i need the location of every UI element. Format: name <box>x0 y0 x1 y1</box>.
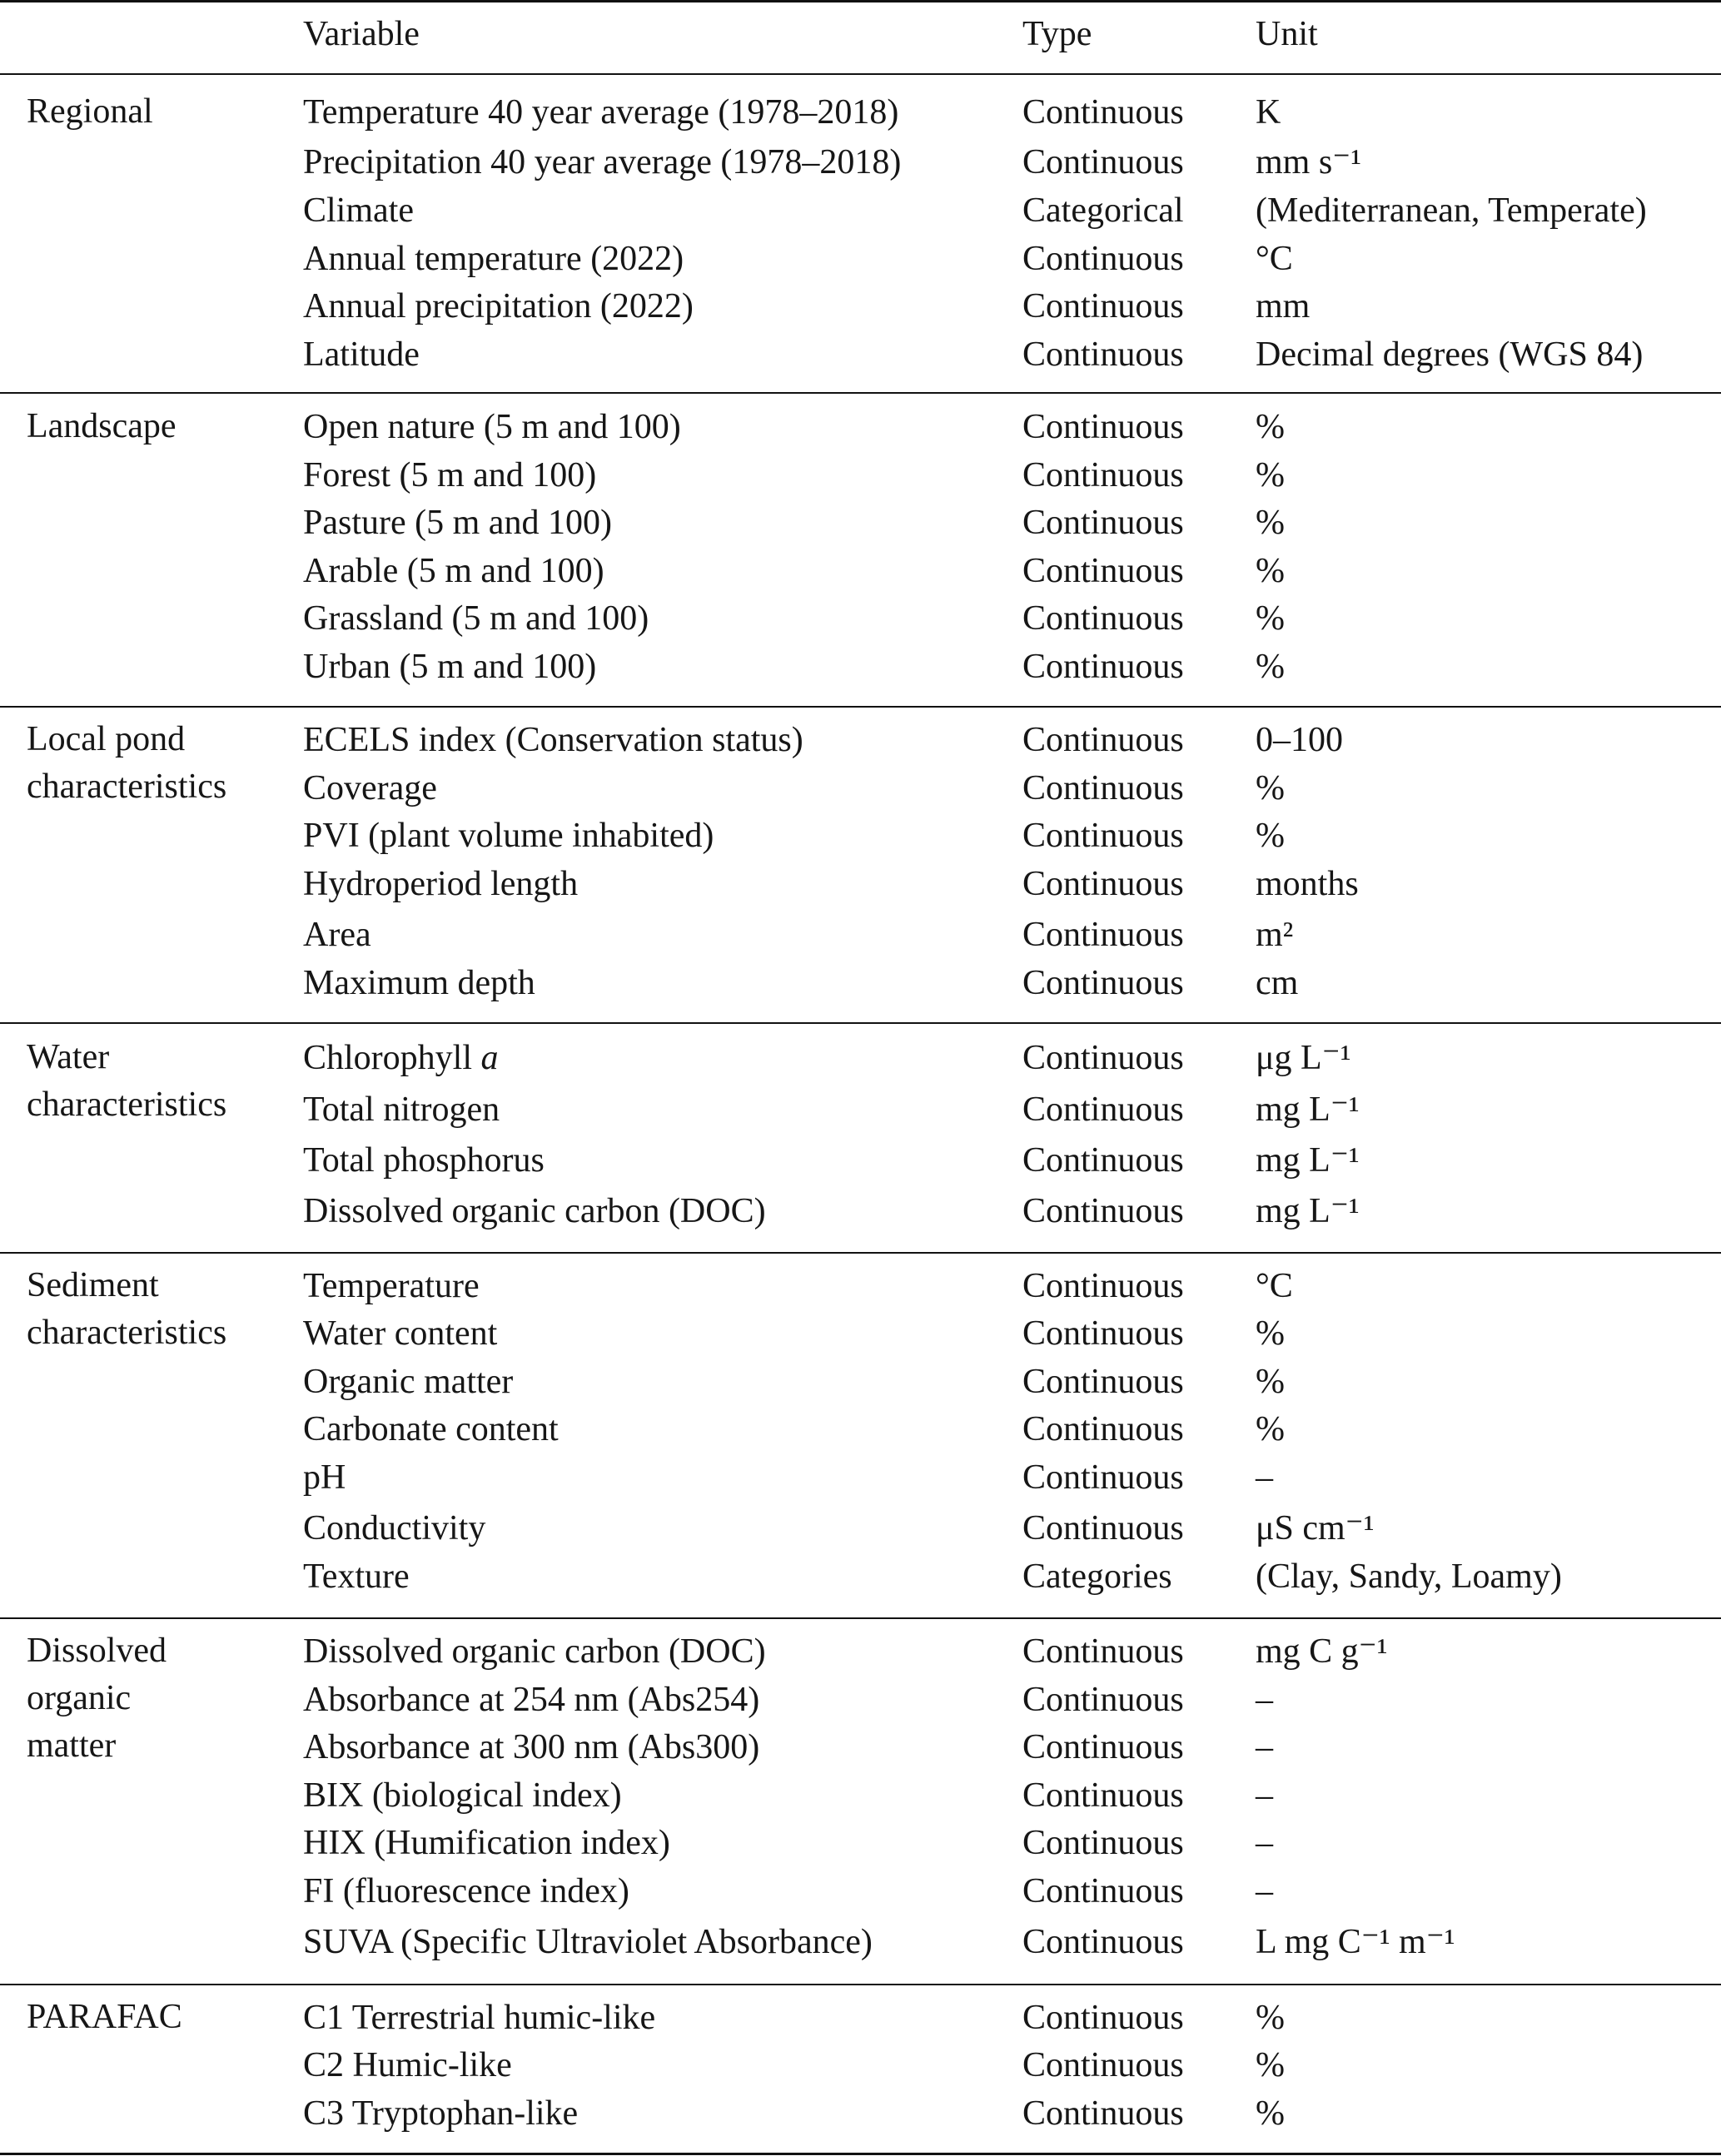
type-cell: Continuous <box>1022 335 1184 374</box>
unit-cell: mg L⁻¹ <box>1256 1141 1360 1180</box>
group-label: Landscape <box>27 407 177 445</box>
group-label: Sediment characteristics <box>27 1266 227 1352</box>
type-cell: Continuous <box>1022 1410 1184 1448</box>
header-variable: Variable <box>303 15 420 53</box>
unit-cell: mm <box>1256 287 1311 325</box>
unit-cell: – <box>1256 1681 1273 1719</box>
variable-cell: Chlorophyll a <box>303 1039 499 1077</box>
group-label: Local pond characteristics <box>27 720 227 806</box>
variable-cell: Water content <box>303 1314 498 1353</box>
unit-cell: % <box>1256 1363 1285 1401</box>
variable-cell: Maximum depth <box>303 964 535 1002</box>
unit-cell: months <box>1256 865 1359 903</box>
unit-cell: °C <box>1256 240 1293 278</box>
type-cell: Continuous <box>1022 1363 1184 1401</box>
type-cell: Categories <box>1022 1557 1172 1596</box>
type-cell: Continuous <box>1022 504 1184 542</box>
unit-cell: % <box>1256 1999 1285 2037</box>
variable-cell: Temperature <box>303 1267 480 1305</box>
variable-cell: C2 Humic-like <box>303 2046 512 2084</box>
unit-cell: m² <box>1256 916 1294 954</box>
variable-cell: C3 Tryptophan-like <box>303 2094 579 2133</box>
variable-cell: Dissolved organic carbon (DOC) <box>303 1192 766 1230</box>
variable-cell: Absorbance at 300 nm (Abs300) <box>303 1728 760 1766</box>
unit-cell: (Clay, Sandy, Loamy) <box>1256 1557 1562 1596</box>
variable-cell: Pasture (5 m and 100) <box>303 504 612 542</box>
unit-cell: mg L⁻¹ <box>1256 1192 1360 1230</box>
group-label: PARAFAC <box>27 1998 182 2036</box>
variable-cell: Carbonate content <box>303 1410 559 1448</box>
variable-cell: Total phosphorus <box>303 1141 545 1180</box>
header-rule <box>0 73 1721 75</box>
unit-cell: L mg C⁻¹ m⁻¹ <box>1256 1923 1455 1961</box>
variable-cell: Climate <box>303 191 414 230</box>
type-cell: Continuous <box>1022 143 1184 181</box>
type-cell: Continuous <box>1022 408 1184 446</box>
unit-cell: – <box>1256 1728 1273 1766</box>
unit-cell: mm s⁻¹ <box>1256 143 1361 181</box>
type-cell: Continuous <box>1022 1458 1184 1497</box>
type-cell: Continuous <box>1022 916 1184 954</box>
variable-cell: Forest (5 m and 100) <box>303 456 597 494</box>
unit-cell: mg L⁻¹ <box>1256 1090 1360 1129</box>
unit-cell: % <box>1256 1314 1285 1353</box>
type-cell: Continuous <box>1022 1728 1184 1766</box>
group-rule <box>0 706 1721 708</box>
type-cell: Continuous <box>1022 1267 1184 1305</box>
type-cell: Continuous <box>1022 1509 1184 1547</box>
type-cell: Continuous <box>1022 599 1184 638</box>
unit-cell: K <box>1256 93 1281 132</box>
variable-cell: Conductivity <box>303 1509 486 1547</box>
variable-cell: SUVA (Specific Ultraviolet Absorbance) <box>303 1923 873 1961</box>
type-cell: Categorical <box>1022 191 1184 230</box>
variable-cell: Hydroperiod length <box>303 865 579 903</box>
variable-cell: ECELS index (Conservation status) <box>303 721 803 759</box>
type-cell: Continuous <box>1022 1632 1184 1671</box>
top-rule <box>0 0 1721 2</box>
type-cell: Continuous <box>1022 817 1184 855</box>
type-cell: Continuous <box>1022 865 1184 903</box>
variable-cell: Arable (5 m and 100) <box>303 552 604 590</box>
variable-cell: Latitude <box>303 335 420 374</box>
type-cell: Continuous <box>1022 1141 1184 1180</box>
type-cell: Continuous <box>1022 1776 1184 1815</box>
group-label: Regional <box>27 92 153 131</box>
variable-cell: Annual precipitation (2022) <box>303 287 694 325</box>
unit-cell: (Mediterranean, Temperate) <box>1256 191 1647 230</box>
unit-cell: % <box>1256 456 1285 494</box>
variable-cell: Open nature (5 m and 100) <box>303 408 681 446</box>
variable-cell: PVI (plant volume inhabited) <box>303 817 714 855</box>
variable-cell: Urban (5 m and 100) <box>303 648 597 686</box>
unit-cell: cm <box>1256 964 1299 1002</box>
type-cell: Continuous <box>1022 1039 1184 1077</box>
type-cell: Continuous <box>1022 1999 1184 2037</box>
type-cell: Continuous <box>1022 1090 1184 1129</box>
unit-cell: mg C g⁻¹ <box>1256 1632 1388 1671</box>
type-cell: Continuous <box>1022 93 1184 132</box>
unit-cell: μS cm⁻¹ <box>1256 1509 1375 1547</box>
variable-cell: Dissolved organic carbon (DOC) <box>303 1632 766 1671</box>
group-rule <box>0 1617 1721 1619</box>
type-cell: Continuous <box>1022 2094 1184 2133</box>
unit-cell: °C <box>1256 1267 1293 1305</box>
unit-cell: % <box>1256 2094 1285 2133</box>
type-cell: Continuous <box>1022 1872 1184 1910</box>
type-cell: Continuous <box>1022 1192 1184 1230</box>
variable-cell: Absorbance at 254 nm (Abs254) <box>303 1681 760 1719</box>
unit-cell: % <box>1256 408 1285 446</box>
unit-cell: % <box>1256 599 1285 638</box>
type-cell: Continuous <box>1022 1923 1184 1961</box>
unit-cell: 0–100 <box>1256 721 1343 759</box>
unit-cell: Decimal degrees (WGS 84) <box>1256 335 1644 374</box>
type-cell: Continuous <box>1022 287 1184 325</box>
variable-cell: Precipitation 40 year average (1978–2018) <box>303 143 902 181</box>
unit-cell: % <box>1256 504 1285 542</box>
group-rule <box>0 1022 1721 1024</box>
type-cell: Continuous <box>1022 240 1184 278</box>
bottom-rule <box>0 2153 1721 2155</box>
variable-cell: Total nitrogen <box>303 1090 500 1129</box>
group-rule <box>0 392 1721 394</box>
type-cell: Continuous <box>1022 648 1184 686</box>
group-label: Dissolved organic matter <box>27 1632 167 1765</box>
unit-cell: – <box>1256 1872 1273 1910</box>
variable-cell: Texture <box>303 1557 410 1596</box>
variable-cell: BIX (biological index) <box>303 1776 622 1815</box>
unit-cell: % <box>1256 552 1285 590</box>
type-cell: Continuous <box>1022 721 1184 759</box>
variable-cell: Coverage <box>303 769 437 807</box>
group-rule <box>0 1252 1721 1254</box>
unit-cell: – <box>1256 1458 1273 1497</box>
header-unit: Unit <box>1256 15 1318 53</box>
variable-cell: Temperature 40 year average (1978–2018) <box>303 93 899 132</box>
unit-cell: – <box>1256 1776 1273 1815</box>
variable-cell: FI (fluorescence index) <box>303 1872 629 1910</box>
unit-cell: % <box>1256 648 1285 686</box>
type-cell: Continuous <box>1022 964 1184 1002</box>
unit-cell: % <box>1256 769 1285 807</box>
unit-cell: % <box>1256 817 1285 855</box>
type-cell: Continuous <box>1022 456 1184 494</box>
variable-cell: C1 Terrestrial humic-like <box>303 1999 656 2037</box>
unit-cell: – <box>1256 1824 1273 1862</box>
type-cell: Continuous <box>1022 1314 1184 1353</box>
variable-cell: Annual temperature (2022) <box>303 240 684 278</box>
type-cell: Continuous <box>1022 769 1184 807</box>
variable-cell: HIX (Humification index) <box>303 1824 670 1862</box>
unit-cell: % <box>1256 1410 1285 1448</box>
unit-cell: μg L⁻¹ <box>1256 1039 1351 1077</box>
type-cell: Continuous <box>1022 1681 1184 1719</box>
type-cell: Continuous <box>1022 1824 1184 1862</box>
type-cell: Continuous <box>1022 2046 1184 2084</box>
group-label: Water characteristics <box>27 1038 227 1124</box>
group-rule <box>0 1984 1721 1985</box>
variable-cell: Organic matter <box>303 1363 514 1401</box>
header-type: Type <box>1022 15 1092 53</box>
variable-cell: Grassland (5 m and 100) <box>303 599 649 638</box>
variable-cell: Area <box>303 916 371 954</box>
type-cell: Continuous <box>1022 552 1184 590</box>
variable-cell: pH <box>303 1458 346 1497</box>
unit-cell: % <box>1256 2046 1285 2084</box>
